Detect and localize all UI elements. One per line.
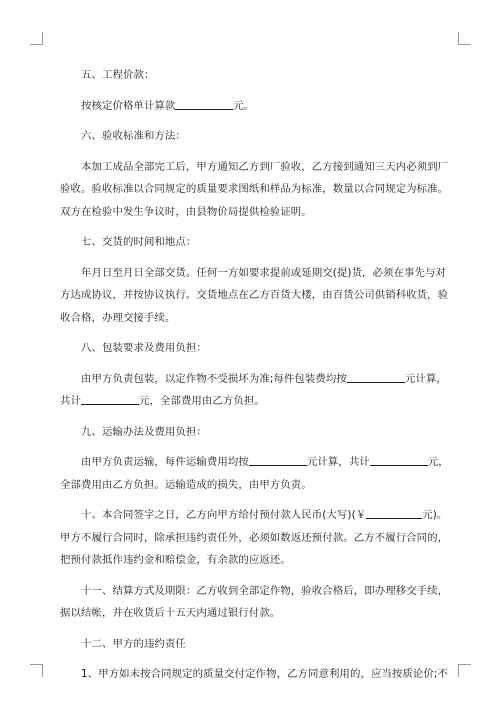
section-8-line-2 xyxy=(60,390,444,413)
section-5-text-a: 按核定价格单计算款 xyxy=(81,99,176,112)
section-8-line-1-b: 元计算， xyxy=(404,372,447,385)
section-5-text-b: 元。 xyxy=(233,99,255,112)
price-blank[interactable] xyxy=(175,97,233,110)
section-10-line-1-a: 十、本合同签字之日，乙方向甲方给付预付款人民币(大写)(￥ xyxy=(81,509,367,521)
section-9-line-1-a: 由甲方负责运输，每件运输费用均按 xyxy=(81,456,249,468)
section-12-line-1: 1、甲方如未按合同规定的质量交付定作物，乙方同意利用的，应当按质论价;不 xyxy=(81,668,448,680)
document-body xyxy=(60,64,449,686)
section-10-line-2: 甲方不履行合同时，除承担违约责任外，必须如数返还预付款。乙方不履行合同的， xyxy=(60,531,449,544)
section-8-line-2-a: 共计 xyxy=(60,395,81,407)
section-9-line-1 xyxy=(60,451,449,474)
section-8-line-1-a: 由甲方负责包装，以定作物不受损坏为准;每件包装费均按 xyxy=(81,372,347,385)
section-7-line-2: 方达成协议，并按协议执行。交货地点在乙方百货大楼，由百货公司供销科收货，验 xyxy=(60,289,449,301)
section-9-title: 九、运输办法及费用负担： xyxy=(81,425,207,438)
section-10-line-1-b: 元)。 xyxy=(422,509,448,521)
transport-fee-blank[interactable] xyxy=(249,453,307,466)
section-10-line-1 xyxy=(60,504,448,527)
section-9-line-1-b: 元计算，共计 xyxy=(306,456,370,468)
section-8-line-2-b: 元，全部费用由乙方负担。 xyxy=(138,395,265,407)
section-11-line-2: 据以结帐，并在收货后十五天内通过银行付款。 xyxy=(60,607,281,619)
crop-mark-bottom-left xyxy=(30,664,43,677)
section-5-title: 五、工程价款： xyxy=(81,69,155,81)
section-8-line-1 xyxy=(60,368,447,391)
section-6-line-1: 本加工成品全部完工后，甲方通知乙方到厂验收，乙方接到通知三天内必须到厂 xyxy=(81,160,449,173)
section-6-title: 六、验收标准和方法： xyxy=(81,130,186,142)
section-10-line-3: 把预付款抵作违约金和赔偿金，有余款的应返还。 xyxy=(60,554,291,566)
crop-mark-bottom-right xyxy=(458,664,471,677)
crop-mark-top-left xyxy=(30,32,43,45)
section-11-line-1: 十一、结算方式及期限：乙方收到全部定作物，验收合格后，即办理移交手续， xyxy=(81,584,449,597)
section-12-title: 十二、甲方的违约责任 xyxy=(81,637,186,650)
prepayment-amount-blank[interactable] xyxy=(366,506,422,519)
section-9-line-2: 全部费用由乙方负担。运输造成的损失，由甲方负责。 xyxy=(60,478,312,491)
section-6-line-2: 验收。验收标准以合同规定的质量要求图纸和样品为标准，数量以合同规定为标准。 xyxy=(60,183,449,195)
section-5-text xyxy=(60,95,444,118)
crop-mark-top-right xyxy=(458,32,471,45)
section-9-line-1-c: 元， xyxy=(427,456,449,468)
section-6-line-3: 双方在检验中发生争议时，由县物价局提供检验证明。 xyxy=(60,205,312,218)
packaging-fee-blank[interactable] xyxy=(347,370,405,383)
section-8-title: 八、包装要求及费用负担： xyxy=(81,342,207,354)
transport-total-blank[interactable] xyxy=(370,453,428,466)
packaging-total-blank[interactable] xyxy=(81,392,139,405)
section-7-line-1: 年月日至月日全部交货。任何一方如要求提前或延期交(提)货，必须在事先与对 xyxy=(81,266,446,279)
section-7-title: 七、交货的时间和地点： xyxy=(81,236,197,248)
section-7-line-3: 收合格，办理交接手续。 xyxy=(60,311,176,324)
